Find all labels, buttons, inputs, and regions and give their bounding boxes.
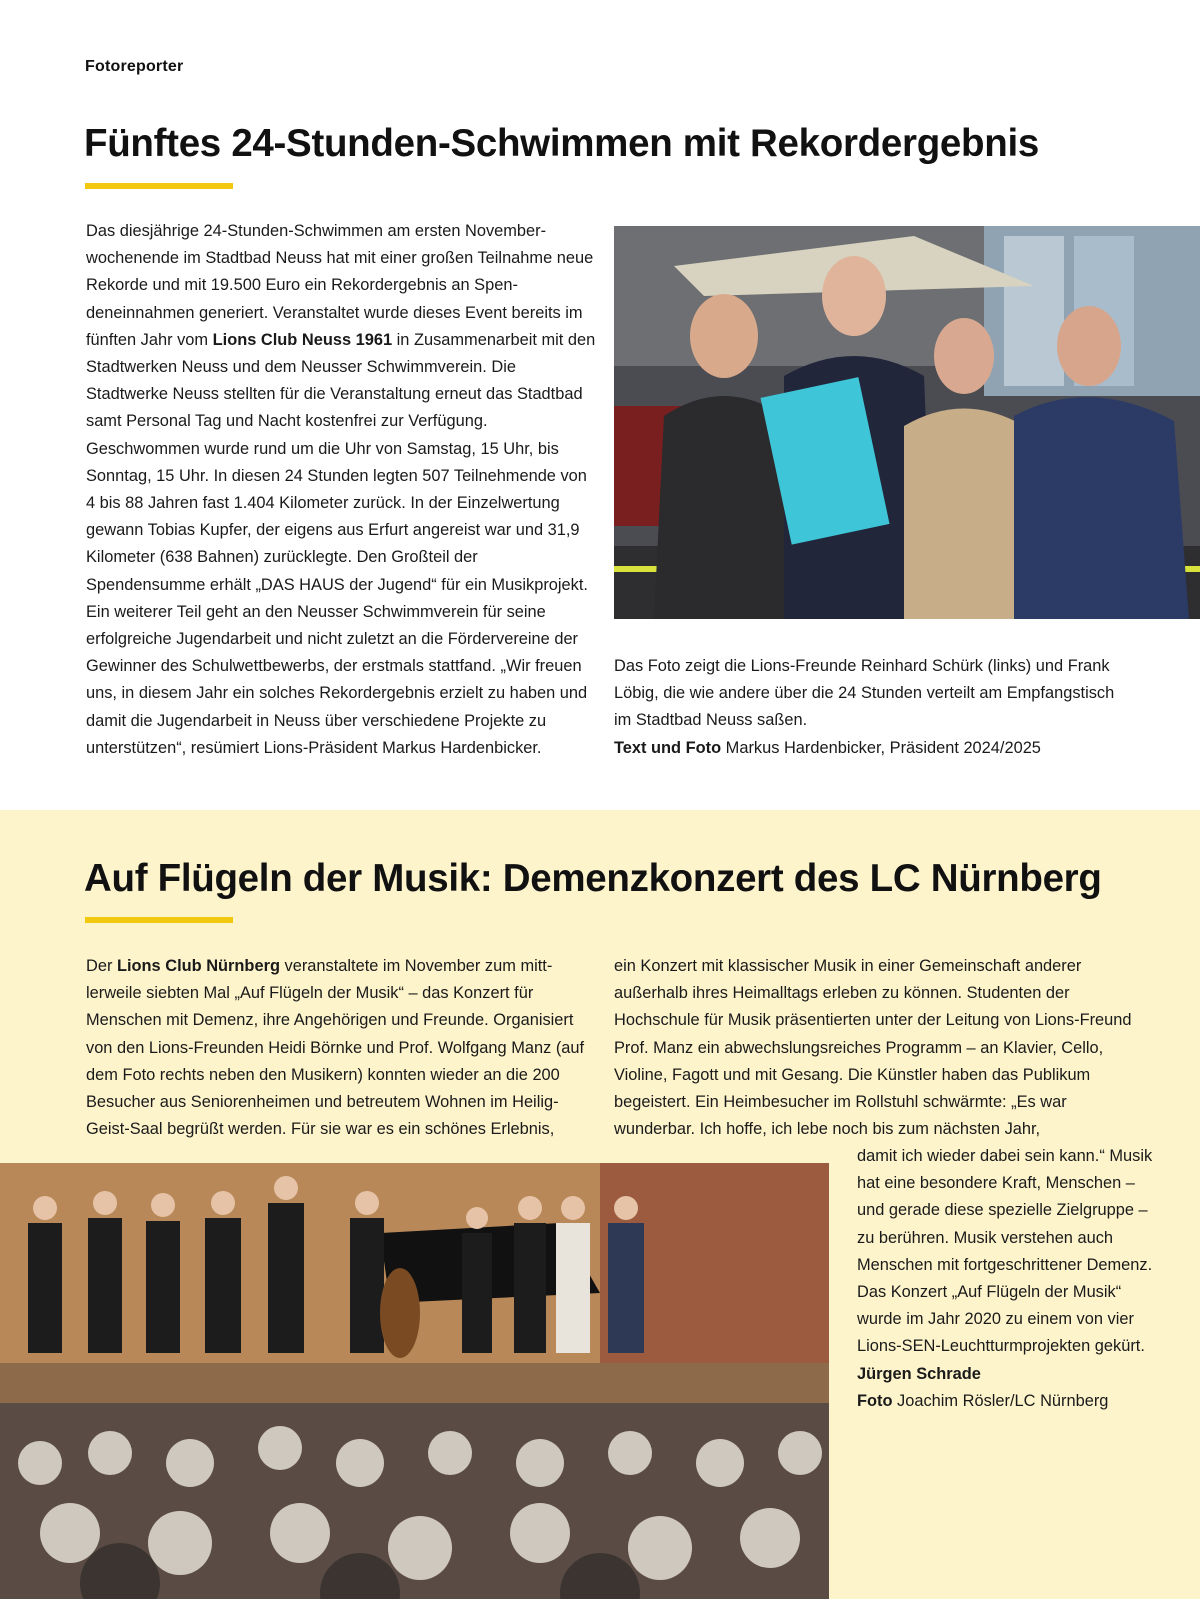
credit-label: Text und Foto <box>614 738 722 757</box>
article2-column-2: ein Konzert mit klassischer Musik in einer Gemeinschaft anderer außerhalb ihres Heimalltags erleben zu können. Studenten der Hochschule für Musik präsentierten unter der Leitung von Lions-Freund Prof. Manz ein abwechslungsreiches Programm – an Klavier, Cello, Violine, Fagott und mit Gesang. Die Künstler haben das Publikum begeistert. Ein Heimbesucher im Rollstuhl schwärmte: „Es war wunderbar. Ich hoffe, ich lebe noch bis zum nächsten Jahr, <box>614 957 1132 1139</box>
body-text: Der <box>86 957 117 975</box>
article2-title: Auf Flügeln der Musik: Demenzkonzert des LC Nürnberg <box>84 857 1102 900</box>
article2-column-3 <box>857 1143 1157 1415</box>
page-header-label: Fotoreporter <box>85 58 184 75</box>
article1-body <box>86 218 596 762</box>
body-text: in Zusammenarbeit mit den Stadtwerken Neuss und dem Neusser Schwimmverein. Die Stadtwerke Neuss stellten für die Veranstaltung erneut das Stadtbad samt Personal Tag und Nacht kostenfrei zur Verfügung. Geschwommen wurde rund um die Uhr von Samstag, 15 Uhr, bis Sonntag, 15 Uhr. In diesen 24 Stunden legten 507 Teilnehmende von 4 bis 88 Jahren fast 1.404 Kilometer zurück. In der Einzelwertung gewann Tobias Kupfer, der eigens aus Erfurt angereist war und 31,9 Kilometer (638 Bahnen) zurücklegte. Den Großteil der Spendensumme erhält „DAS HAUS der Jugend“ für ein Musikprojekt. Ein weiterer Teil geht an den Neusser Schwimmverein für seine erfolgreiche Jugendarbeit und nicht zuletzt an die Fördervereine der Gewinner des Schulwettbewerbs, der erstmals stattfand. „Wir freuen uns, in diesem Jahr ein solches Rekordergebnis erzielt zu haben und damit die Jugendarbeit in Neuss über verschiedene Projekte zu unterstützen“, resümiert Lions-Präsident Markus Hardenbicker. <box>86 330 596 757</box>
photo-credit-label: Foto <box>857 1391 893 1410</box>
body-text: Das diesjährige 24-Stunden-Schwimmen am ersten Novemberwochenende im Stadtbad Neuss hat mit einer großen Teilnahme neue Rekorde und mit 19.500 Euro ein Rekordergebnis an Spendeneinnahmen generiert. Veranstaltet wurde dieses Event bereits im fünften Jahr vom <box>86 222 594 349</box>
author-name: Jürgen Schrade <box>857 1364 981 1383</box>
title-underline <box>85 917 233 923</box>
article1-photo <box>614 226 1200 619</box>
photo-caption <box>614 653 1134 762</box>
body-text: damit ich wieder dabei sein kann.“ Musik hat eine besondere Kraft, Menschen – und gerade diese spezielle Zielgruppe – zu berühren. Musik verstehen auch Menschen mit fortgeschrittener Demenz. Das Konzert „Auf Flügeln der Musik“ wurde im Jahr 2020 zu einem von vier Lions-SEN-Leuchtturmprojekten gekürt. <box>857 1147 1153 1356</box>
club-name: Lions Club Nürnberg <box>116 957 280 975</box>
body-text: veranstaltete im November zum mittlerweile siebten Mal „Auf Flügeln der Musik“ – das Konzert für Menschen mit Demenz, ihre Angehörigen und Freunde. Organisiert von den Lions-Freunden Heidi Börnke und Prof. Wolfgang Manz (auf dem Foto rechts neben den Musikern) konnten wieder an die 200 Besucher aus Seniorenheimen und betreutem Wohnen im Heilig-Geist-Saal begrüßt werden. Für sie war es ein schönes Erlebnis, <box>86 957 585 1139</box>
article2-column-1 <box>86 953 596 1143</box>
club-name: Lions Club Neuss 1961 <box>212 330 393 349</box>
credit-value: Markus Hardenbicker, Präsident 2024/2025 <box>721 738 1041 757</box>
article2-photo <box>0 1163 829 1599</box>
title-underline <box>85 183 233 189</box>
article1-title: Fünftes 24-Stunden-Schwimmen mit Rekordergebnis <box>84 122 1039 165</box>
caption-text: Das Foto zeigt die Lions-Freunde Reinhard Schürk (links) und Frank Löbig, die wie andere über die 24 Stunden verteilt am Empfangstisch im Stadtbad Neuss saßen. <box>614 657 1115 730</box>
photo-credit-value: Joachim Rösler/LC Nürnberg <box>892 1391 1109 1410</box>
